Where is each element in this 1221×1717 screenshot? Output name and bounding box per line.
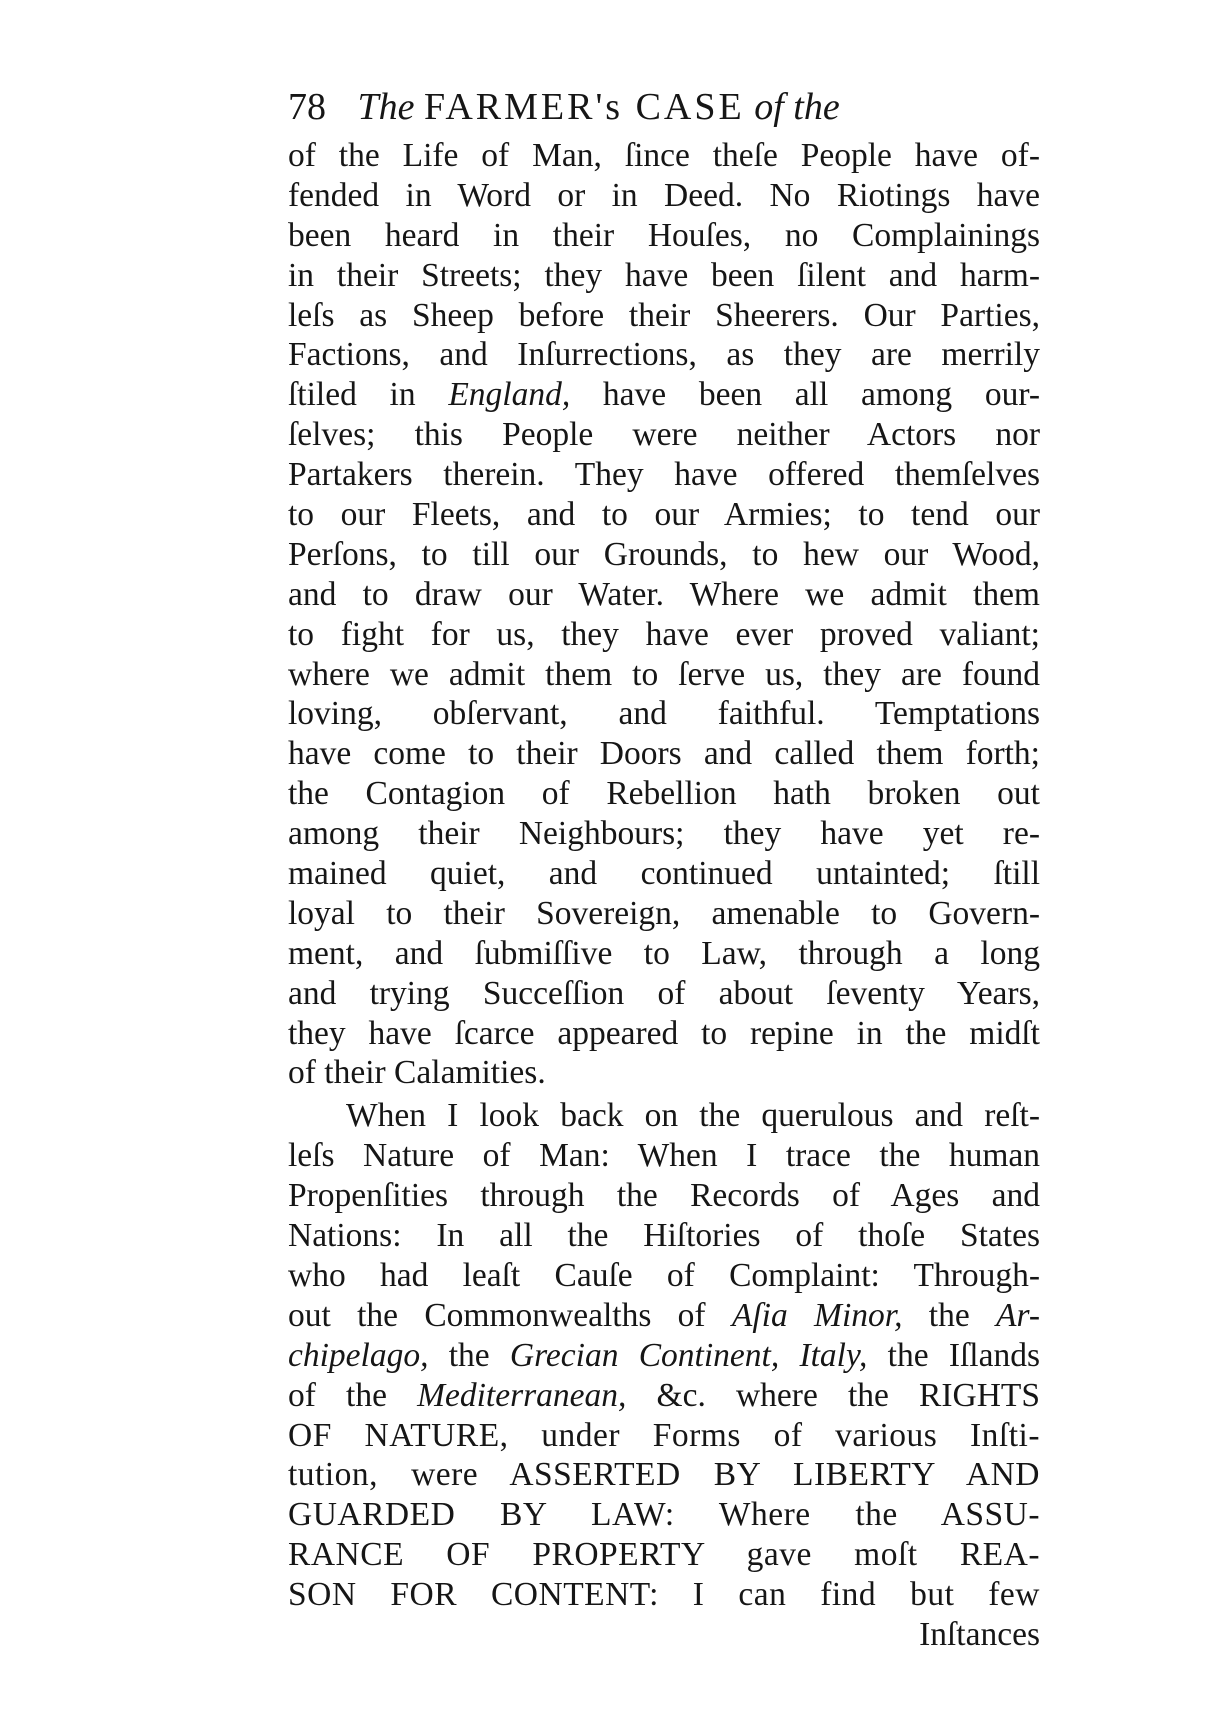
- text-line: of the Life of Man, ſince theſe People have of-: [288, 137, 1040, 174]
- text-run: &c. where the RIGHTS: [626, 1376, 1040, 1414]
- text-line: [288, 375, 1040, 415]
- text-line: SON FOR CONTENT: I can find but few: [288, 1576, 1040, 1614]
- text-line: Partakers therein. They have offered themſelves: [288, 456, 1040, 494]
- header-title-suffix: of the: [754, 86, 840, 128]
- page-number: 78: [288, 86, 326, 128]
- running-header: [288, 82, 1048, 132]
- text-run: ſtiled in: [288, 376, 449, 414]
- text-run: [779, 1337, 799, 1374]
- text-line: Factions, and Inſurrections, as they are merrily: [288, 336, 1040, 374]
- text-line: fended in Word or in Deed. No Riotings have: [288, 176, 1040, 214]
- text-line: Nations: In all the Hiſtories of thoſe States: [288, 1217, 1040, 1255]
- text-line: [288, 1336, 1040, 1376]
- text-line: the Contagion of Rebellion hath broken out: [288, 775, 1040, 813]
- text-line: leſs Nature of Man: When I trace the human: [288, 1137, 1040, 1175]
- text-line: and trying Succeſſion of about ſeventy Years,: [288, 974, 1040, 1012]
- text-line: GUARDED BY LAW: Where the ASSU-: [288, 1496, 1040, 1534]
- text-line: loyal to their Sovereign, amenable to Govern-: [288, 894, 1040, 932]
- text-line: [288, 1296, 1040, 1336]
- text-run: the: [902, 1296, 996, 1334]
- text-line: of their Calamities.: [288, 1054, 546, 1092]
- italic-run: Mediterranean,: [417, 1376, 627, 1414]
- text-line: among their Neighbours; they have yet re-: [288, 815, 1040, 853]
- text-line: to our Fleets, and to our Armies; to tend our: [288, 496, 1040, 534]
- text-run: out the Commonwealths of: [288, 1296, 732, 1334]
- catchword: Inſtances: [919, 1615, 1040, 1653]
- text-line: RANCE OF PROPERTY gave moſt REA-: [288, 1536, 1040, 1574]
- text-line: they have ſcarce appeared to repine in the midſt: [288, 1014, 1040, 1052]
- text-line: When I look back on the querulous and reſt-: [346, 1097, 1040, 1135]
- text-run: have been all among our-: [570, 376, 1040, 414]
- text-line: OF NATURE, under Forms of various Inſti-: [288, 1416, 1040, 1454]
- text-line: where we admit them to ſerve us, they are found: [288, 655, 1040, 693]
- text-run: the Iſlands: [867, 1336, 1040, 1374]
- text-line: ſelves; this People were neither Actors nor: [288, 416, 1040, 454]
- text-line: Perſons, to till our Grounds, to hew our Wood,: [288, 535, 1040, 573]
- text-line: leſs as Sheep before their Sheerers. Our Parties,: [288, 296, 1040, 334]
- italic-run: chipelago,: [288, 1336, 429, 1374]
- text-line: been heard in their Houſes, no Complainings: [288, 216, 1040, 254]
- body-text: [288, 136, 1040, 1655]
- header-title-prefix: The: [357, 86, 415, 128]
- italic-run: Grecian Continent,: [509, 1336, 780, 1374]
- italic-run: England,: [448, 376, 571, 414]
- text-line: who had leaſt Cauſe of Complaint: Through-: [288, 1256, 1040, 1294]
- text-line: have come to their Doors and called them forth;: [288, 735, 1040, 773]
- italic-run: Aſia Minor,: [731, 1296, 903, 1334]
- text-line: and to draw our Water. Where we admit them: [288, 575, 1040, 613]
- text-line: ment, and ſubmiſſive to Law, through a long: [288, 934, 1040, 972]
- italic-run: Italy,: [799, 1336, 868, 1374]
- text-line: mained quiet, and continued untainted; ſtill: [288, 855, 1040, 893]
- text-line: loving, obſervant, and faithful. Temptations: [288, 695, 1040, 733]
- text-run: the: [428, 1336, 510, 1374]
- header-title-main: FARMER's CASE: [424, 86, 745, 128]
- text-line: tution, were ASSERTED BY LIBERTY AND: [288, 1456, 1040, 1494]
- text-run: of the: [288, 1376, 418, 1414]
- text-line: in their Streets; they have been ſilent and harm-: [288, 256, 1040, 294]
- text-line: [288, 1376, 1040, 1416]
- text-line: Propenſities through the Records of Ages and: [288, 1177, 1040, 1215]
- text-line: to fight for us, they have ever proved valiant;: [288, 615, 1040, 653]
- italic-run: Ar-: [996, 1296, 1040, 1334]
